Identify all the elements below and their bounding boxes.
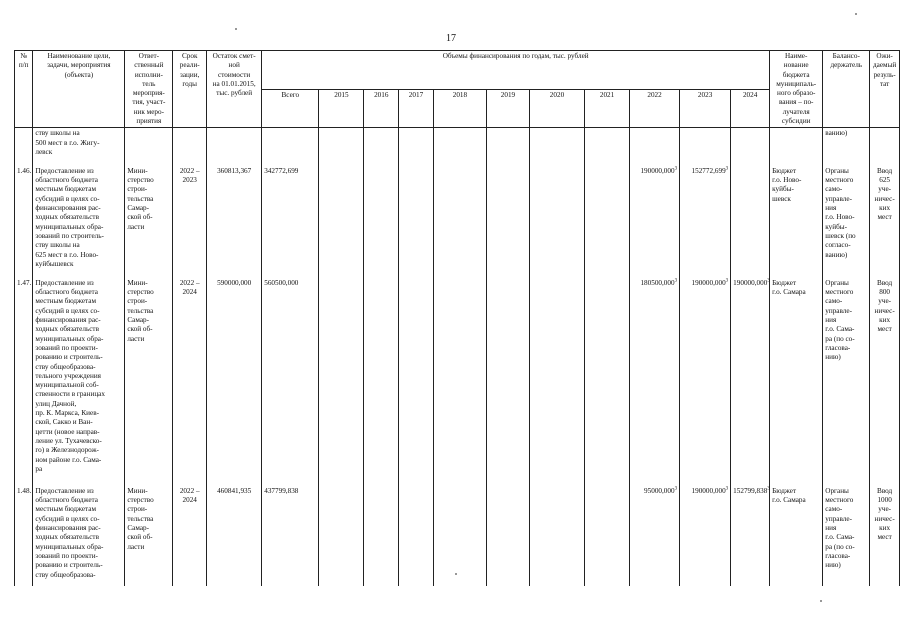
row-term: 2022 – 2024 xyxy=(173,486,207,586)
row-result: Ввод 1000 уче- ничес- ких мест xyxy=(870,486,900,586)
col-header-holder: Балансо- держатель xyxy=(823,51,870,128)
col-header-year: 2019 xyxy=(486,89,529,128)
value-2024: 152799,838 xyxy=(733,486,768,495)
row-holder: Органы местного само- управле- ния г.о. Ново- куйбы- шевск (по согласо- ванию) xyxy=(823,166,870,278)
value-2024: 190000,000 xyxy=(733,278,768,287)
table-row xyxy=(15,486,900,586)
row-2023 xyxy=(680,166,731,278)
table-row xyxy=(15,278,900,486)
footnote-mark: 3 xyxy=(767,278,770,284)
scan-speck xyxy=(855,13,857,15)
value-2022: 190000,000 xyxy=(640,166,675,175)
row-name: Предоставление из областного бюджета местным бюджетам субсидий в целях со- финансирования рас- ходных обязательств муниципальных обра- зований по строитель- ству школы на 625 мест в г.о. Ново- куйбышевск xyxy=(33,166,125,278)
row-total: 560500,000 xyxy=(262,278,319,486)
row-result: Ввод 625 уче- ничес- ких мест xyxy=(870,166,900,278)
row-2024 xyxy=(731,486,770,586)
row-name: Предоставление из областного бюджета местным бюджетам субсидий в целях со- финансирования рас- ходных обязательств муниципальных обра- зований по проекти- рованию и строитель- ству общеобразова- тельного учреждения муниципальной соб- ственности в границах улиц Дачной, пр. К. Маркса, Киев- ской, Сакко и Ван- цетти (новое направ- ление ул. Тухачевско- го) в Железнодорож- ном районе г.о. Сама- ра xyxy=(33,278,125,486)
row-2022 xyxy=(630,486,680,586)
col-header-remaining-cost: Остаток смет- ной стоимости на 01.01.2015, тыс. рублей xyxy=(207,51,262,128)
scan-speck xyxy=(235,28,237,30)
row-2022 xyxy=(630,166,680,278)
col-header-name: Наименование цели, задачи, мероприятия (объекта) xyxy=(33,51,125,128)
row-num: 1.48. xyxy=(15,486,33,586)
row-name: ству школы на 500 мест в г.о. Жигу- левск xyxy=(33,128,125,166)
col-header-num: № п/п xyxy=(15,51,33,128)
row-result: Ввод 800 уче- ничес- ких мест xyxy=(870,278,900,486)
row-num: 1.46. xyxy=(15,166,33,278)
col-header-year: 2020 xyxy=(529,89,584,128)
footnote-mark: 3 xyxy=(674,486,678,492)
row-2024 xyxy=(731,278,770,486)
row-total: 342772,699 xyxy=(262,166,319,278)
col-header-year: 2021 xyxy=(585,89,630,128)
row-2024 xyxy=(731,166,770,278)
footnote-mark: 3 xyxy=(725,278,729,284)
col-header-year: 2023 xyxy=(680,89,731,128)
row-budget: Бюджет г.о. Самара xyxy=(770,278,823,486)
funding-table xyxy=(14,50,900,586)
scan-speck xyxy=(455,573,457,575)
col-header-responsible: Ответ- ственный исполни- тель мероприя- тия, участ- ник меро- приятия xyxy=(125,51,173,128)
footnote-mark: 3 xyxy=(725,166,729,172)
row-remaining-cost: 360813,367 xyxy=(207,166,262,278)
footnote-mark: 3 xyxy=(767,486,770,492)
col-header-year: 2018 xyxy=(433,89,486,128)
col-header-funding: Объемы финансирования по годам, тыс. рублей xyxy=(262,51,770,90)
row-name: Предоставление из областного бюджета местным бюджетам субсидий в целях со- финансирования рас- ходных обязательств муниципальных обра- зований по проекти- рованию и строитель- ству общеобразова- xyxy=(33,486,125,586)
row-2023 xyxy=(680,278,731,486)
col-header-year: 2015 xyxy=(319,89,364,128)
scan-speck xyxy=(820,600,822,602)
row-total: 437799,838 xyxy=(262,486,319,586)
value-2023: 190000,000 xyxy=(691,486,726,495)
row-remaining-cost: 590000,000 xyxy=(207,278,262,486)
col-header-year: 2022 xyxy=(630,89,680,128)
table-row xyxy=(15,166,900,278)
col-header-budget: Наиме- нование бюджета муниципаль- ного образо- вания – по- лучателя субсидии xyxy=(770,51,823,128)
row-num xyxy=(15,128,33,166)
row-budget: Бюджет г.о. Самара xyxy=(770,486,823,586)
row-budget: Бюджет г.о. Ново- куйбы- шевск xyxy=(770,166,823,278)
value-2022: 95000,000 xyxy=(644,486,675,495)
row-2022 xyxy=(630,278,680,486)
col-header-year: 2016 xyxy=(364,89,399,128)
row-remaining-cost: 460841,935 xyxy=(207,486,262,586)
row-term: 2022 – 2023 xyxy=(173,166,207,278)
row-num: 1.47. xyxy=(15,278,33,486)
page-number: 17 xyxy=(446,33,456,44)
row-term: 2022 – 2024 xyxy=(173,278,207,486)
value-2022: 180500,000 xyxy=(640,278,675,287)
col-header-total: Всего xyxy=(262,89,319,128)
row-holder: ванию) xyxy=(823,128,870,166)
footnote-mark: 3 xyxy=(674,278,678,284)
row-responsible: Мини- стерство строи- тельства Самар- ской об- ласти xyxy=(125,486,173,586)
table-row xyxy=(15,128,900,166)
row-responsible: Мини- стерство строи- тельства Самар- ской об- ласти xyxy=(125,278,173,486)
row-2023 xyxy=(680,486,731,586)
col-header-year: 2017 xyxy=(399,89,434,128)
col-header-result: Ожи- даемый резуль- тат xyxy=(870,51,900,128)
footnote-mark: 3 xyxy=(725,486,729,492)
header-row xyxy=(15,51,900,90)
row-holder: Органы местного само- управле- ния г.о. Сама- ра (по со- гласова- нию) xyxy=(823,486,870,586)
col-header-year: 2024 xyxy=(731,89,770,128)
value-2023: 152772,699 xyxy=(691,166,726,175)
row-responsible: Мини- стерство строи- тельства Самар- ской об- ласти xyxy=(125,166,173,278)
col-header-term: Срок реали- зации, годы xyxy=(173,51,207,128)
row-holder: Органы местного само- управле- ния г.о. Сама- ра (по со- гласова- нию) xyxy=(823,278,870,486)
value-2023: 190000,000 xyxy=(691,278,726,287)
footnote-mark: 3 xyxy=(674,166,678,172)
